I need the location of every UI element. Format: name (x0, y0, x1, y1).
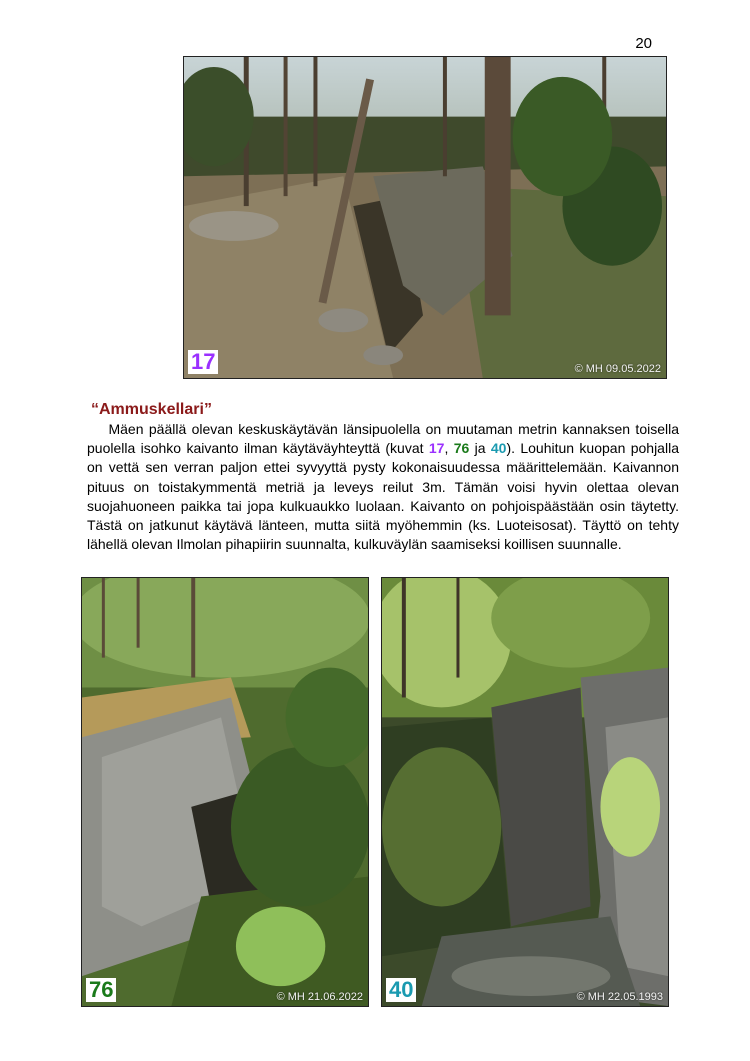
photo-76-label: 76 (86, 978, 116, 1002)
photo-17-image (184, 57, 666, 378)
sep-2: ja (469, 440, 491, 457)
para-before: Mäen päällä olevan keskuskäytävän länsipuolella on muutaman metrin kannaksen toisella puolella isohko kaivanto ilman käytäväyhteyttä (kuvat (87, 421, 680, 457)
ref-40: 40 (490, 440, 507, 457)
photo-40-credit: © MH 22.05.1993 (576, 991, 663, 1003)
section-body (87, 420, 679, 554)
photo-17-credit: © MH 09.05.2022 (574, 363, 661, 375)
photo-40-label: 40 (386, 978, 416, 1002)
photo-76-image (82, 578, 368, 1006)
photo-17-trench-overview (183, 56, 667, 379)
section-title: “Ammuskellari” (91, 401, 212, 418)
para-after: ). Louhitun kuopan pohjalla on vettä sen verran paljon ettei syvyyttä pysty kokonaisuudessa määrittelemään. Kaivannon pituus on toistakymmentä metriä ja leveys reilut 3m. Tämän voisi hyvin olettaa olevan suojahuoneen paikka tai jopa kulkuaukko luolaan. Kaivanto on pohjoispäästään osin täytetty. Tästä on jatkunut käytävä länteen, mutta siitä myöhemmin (ks. Luoteisosat). Täyttö on tehty lähellä olevan Ilmolan pihapiirin suunnalta, kulkuväylän saamiseksi koillisen suunnalle. (87, 440, 679, 553)
photo-40-image (382, 578, 668, 1006)
photo-17-label: 17 (188, 350, 218, 374)
photo-76-credit: © MH 21.06.2022 (276, 991, 363, 1003)
page-number: 20 (635, 35, 652, 52)
ref-76: 76 (453, 440, 470, 457)
photo-76-rock-cut (81, 577, 369, 1007)
ref-17: 17 (428, 440, 445, 457)
photo-40-trench-water (381, 577, 669, 1007)
sep-1: , (444, 440, 454, 457)
